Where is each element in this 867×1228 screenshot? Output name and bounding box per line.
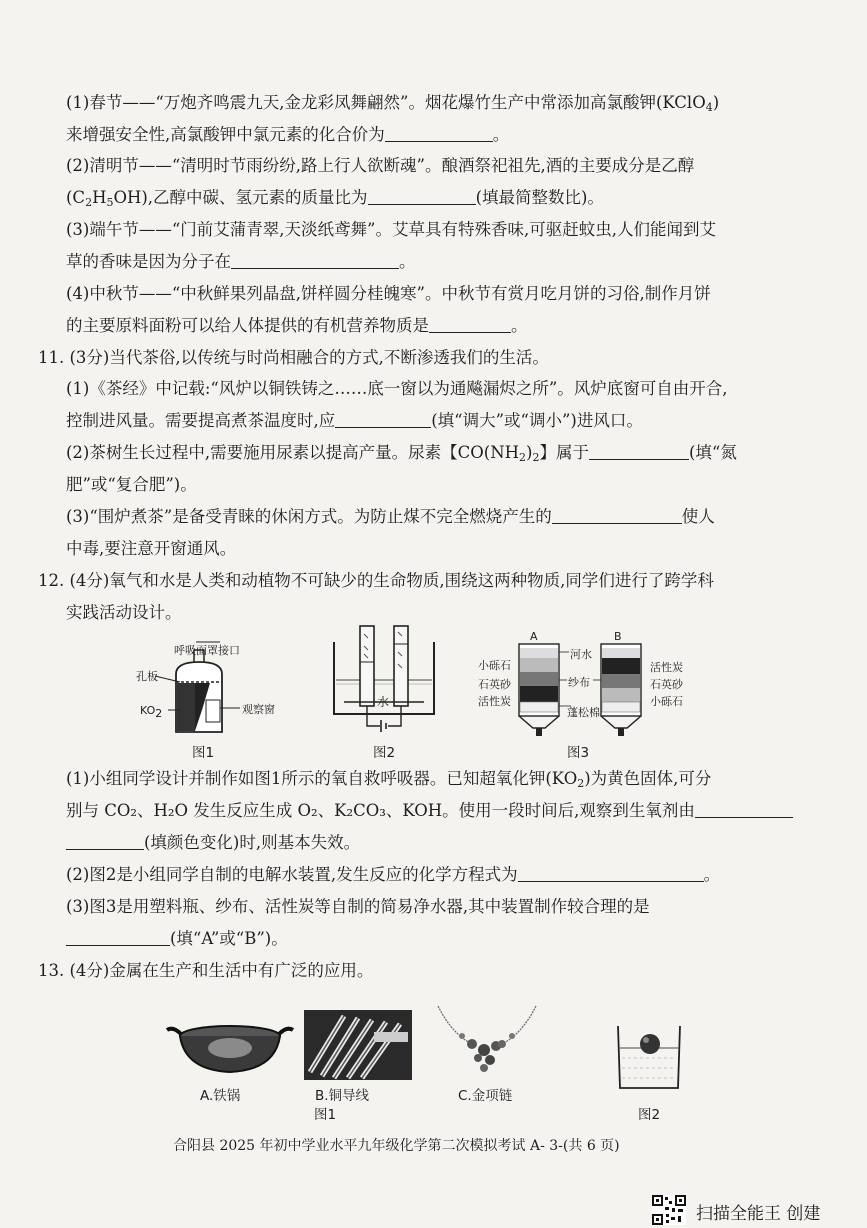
q11-p2-end: (填“氮 [688,443,737,462]
q10-p2b-sub2: 5 [106,196,114,209]
purifier-a-layer-1: 小砾石 [478,659,511,672]
q10-part2-line2 [66,187,604,214]
respirator-window-label: 观察窗 [242,703,275,716]
q11-p2-2: ) [526,443,533,462]
q12-part1-line3 [66,832,360,854]
purifier-gauze-label: 纱布 [568,676,590,689]
q11-p1b-text: 控制进风量。需要提高煮茶温度时,应 [66,411,336,430]
purifier-b-layer-3: 小砾石 [650,695,683,708]
copper-wire-caption: B.铜导线 [315,1088,370,1104]
q13-heading [38,960,373,982]
electrolysis-water-label: 水 [377,695,390,709]
q11-p3-text: (3)“围炉煮茶”是备受青睐的休闲方式。为防止煤不完全燃烧产生的 [66,507,552,526]
copper-wire-image [304,1010,412,1080]
q10-part1-line1 [66,92,719,119]
q10-p3-text: (3)端午节——“门前艾蒲青翠,天淡纸鸢舞”。艾草具有特殊香味,可驱赶蚊虫,人们能闻到艾 [66,220,716,239]
q10-part1-line2 [66,124,509,146]
purifier-b-layer-1: 活性炭 [650,661,683,674]
q10-part3-line2 [66,251,416,273]
purifier-b-label: B [614,630,622,643]
q10-p3b-text: 草的香味是因为分子在 [66,252,231,271]
q11-p2-3: 】属于 [539,443,589,462]
q12-p1-1: (1)小组同学设计并制作如图1所示的氧自救呼吸器。已知超氧化钾(KO [66,769,578,788]
q11-p2-sub1: 2 [519,451,527,464]
q11-p2-sub2: 2 [532,451,540,464]
q11-part3-line1 [66,506,715,528]
q11-part1-line2 [66,410,643,432]
q10-p1-text: (1)春节——“万炮齐鸣震九天,金龙彩凤舞翩然”。烟花爆竹生产中常添加高氯酸钾(KClO [66,93,706,112]
q10-p2b-sub1: 2 [85,196,93,209]
q10-p4-text: (4)中秋节——“中秋鲜果列晶盘,饼样圆分桂魄寒”。中秋节有赏月吃月饼的习俗,制作月饼 [66,284,711,303]
figure-1-caption: 图1 [192,745,215,761]
q12-part1-line1 [66,768,711,795]
q10-p1b-end: 。 [492,125,510,144]
q11-part2-line2 [66,474,197,496]
q10-p1b-text: 来增强安全性,高氯酸钾中氯元素的化合价为 [66,125,385,144]
answer-blank[interactable] [518,866,704,882]
q12-heading-line1 [38,570,714,592]
q12-part3-line2 [66,928,288,950]
q10-p1-sub: 4 [705,101,713,114]
q12-head-text: 12. (4分)氧气和水是人类和动植物不可缺少的生命物质,围绕这两种物质,同学们进行了跨学科 [38,571,714,590]
q10-p2b-2: H [92,188,107,207]
q11-part2-line1 [66,442,737,469]
qr-code-icon [652,1195,686,1225]
q12-head-text-2: 实践活动设计。 [66,603,182,622]
q12-p3b-end: (填“A”或“B”)。 [170,929,288,948]
q13-head-text: 13. (4分)金属在生产和生活中有广泛的应用。 [38,961,374,980]
q11-p3-end: 使人 [681,507,715,526]
ko2-sub: 2 [155,707,163,720]
iron-wok-image [165,1018,295,1078]
q12-p1-2: )为黄色固体,可分 [584,769,712,788]
q11-head-text: 11. (3分)当代茶俗,以传统与时尚相融合的方式,不断渗透我们的生活。 [38,348,549,367]
answer-blank[interactable] [66,834,144,850]
q11-p1-text: (1)《茶经》中记载:“风炉以铜铁铸之……底一窗以为通飚漏烬之所”。风炉底窗可自由开合, [66,379,728,398]
purifier-b-layer-2: 石英砂 [650,678,683,691]
purifier-a-label: A [530,630,538,643]
q10-p2b-1: (C [66,188,86,207]
gold-necklace-caption: C.金项链 [458,1088,513,1104]
figure-3-caption: 图3 [567,745,590,761]
q12-p1-sub: 2 [577,777,585,790]
q11-part3-line2 [66,538,236,560]
page-footer: 合阳县 2025 年初中学业水平九年级化学第二次模拟考试 A- 3-(共 6 页) [173,1138,620,1154]
q12-p2-end: 。 [703,865,721,884]
electrolysis-figure [324,622,444,740]
q10-part3-line1 [66,219,716,241]
purifier-river-label: 河水 [570,648,592,661]
respirator-ko2-label [140,704,162,720]
scanner-watermark: 扫描全能王 创建 [696,1204,821,1224]
purifier-a-layer-3: 活性炭 [478,695,511,708]
q11-part1-line1 [66,378,728,400]
answer-blank[interactable] [385,126,493,142]
iron-wok-caption: A.铁锅 [200,1088,241,1104]
q10-p2b-3: OH),乙醇中碳、氢元素的质量比为 [113,188,368,207]
q12-p3-text: (3)图3是用塑料瓶、纱布、活性炭等自制的简易净水器,其中装置制作较合理的是 [66,897,650,916]
answer-blank[interactable] [552,508,682,524]
q12-p1c-end: (填颜色变化)时,则基本失效。 [144,833,361,852]
q10-p2b-end: (填最简整数比)。 [475,188,604,207]
answer-blank[interactable] [589,444,689,460]
answer-blank[interactable] [335,412,431,428]
q10-p2-text: (2)清明节——“清明时节雨纷纷,路上行人欲断魂”。酿酒祭祀祖先,酒的主要成分是乙醇 [66,156,695,175]
q10-p4b-end: 。 [511,316,528,335]
q12-part1-line2 [66,800,793,822]
beaker-with-ball-image [614,1022,684,1092]
q10-part2-line1 [66,155,694,177]
q12-p1b-text: 别与 CO₂、H₂O 发生反应生成 O₂、K₂CO₃、KOH。使用一段时间后,观察到生氧剂由 [66,801,695,820]
q10-p3b-end: 。 [399,252,416,271]
q11-p3b-text: 中毒,要注意开窗通风。 [66,539,237,558]
answer-blank[interactable] [231,253,399,269]
q10-part4-line1 [66,283,711,305]
purifier-a-layer-2: 石英砂 [478,678,511,691]
answer-blank[interactable] [695,802,793,818]
q11-p2b-text: 肥”或“复合肥”)。 [66,475,197,494]
answer-blank[interactable] [429,317,511,333]
purifier-cotton-label: 蓬松棉 [567,706,600,719]
respirator-mask-label: 呼吸面罩接口 [174,644,240,657]
answer-blank[interactable] [368,189,476,205]
q10-part4-line2 [66,315,528,337]
figure-2-caption: 图2 [373,745,396,761]
q13-figure-1-caption: 图1 [314,1107,337,1123]
q12-part2-line [66,864,720,886]
q12-heading-line2 [66,602,182,624]
ko2-text: KO [140,704,156,717]
q12-p2-text: (2)图2是小组同学自制的电解水装置,发生反应的化学方程式为 [66,865,518,884]
q13-figure-2-caption: 图2 [638,1107,661,1123]
q10-p4b-text: 的主要原料面粉可以给人体提供的有机营养物质是 [66,316,429,335]
q11-p1b-end: (填“调大”或“调小”)进风口。 [431,411,643,430]
q11-p2-1: (2)茶树生长过程中,需要施用尿素以提高产量。尿素【CO(NH [66,443,520,462]
respirator-plate-label: 孔板 [136,670,158,683]
q12-part3-line1 [66,896,650,918]
answer-blank[interactable] [66,930,170,946]
gold-necklace-image [432,1004,542,1080]
q10-p1-end: ) [712,93,720,112]
q11-heading [38,347,549,369]
